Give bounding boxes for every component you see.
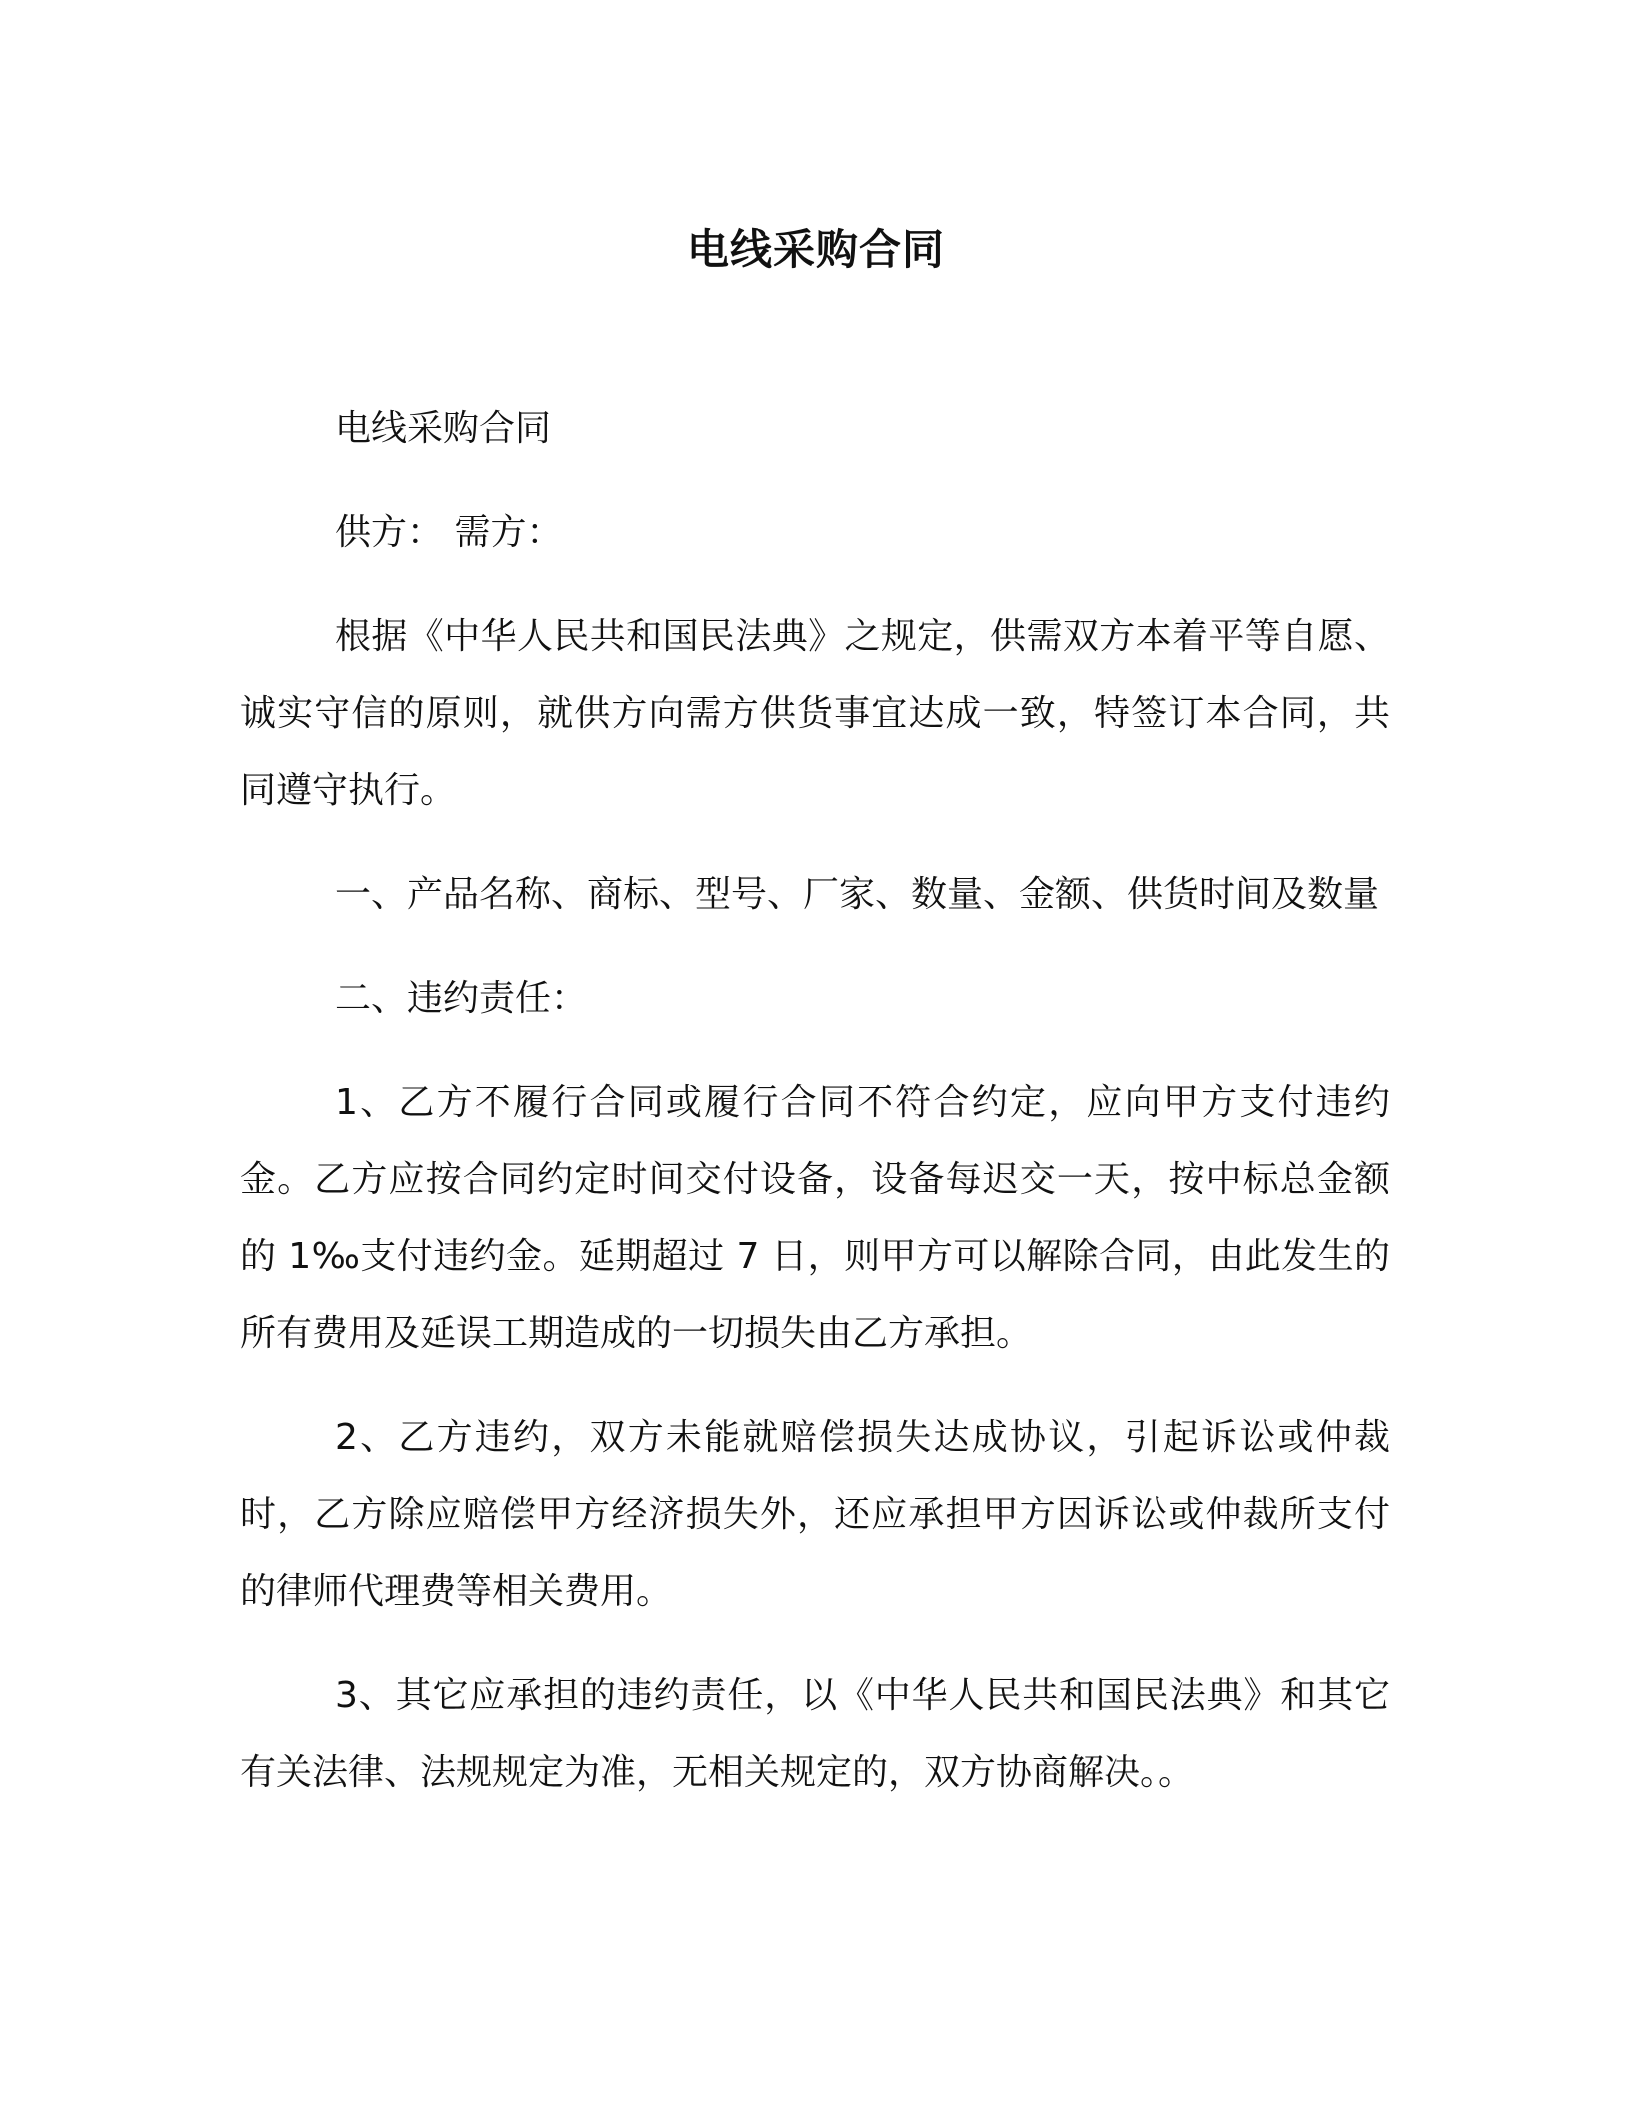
paragraph-section-1: 一、产品名称、商标、型号、厂家、数量、金额、供货时间及数量 <box>335 874 1380 915</box>
document-body <box>240 390 1390 1838</box>
paragraph-clause-2: 2、乙方违约，双方未能就赔偿损失达成协议，引起诉讼或仲裁时，乙方除应赔偿甲方经济损失外，还应承担甲方因诉讼或仲裁所支付的律师代理费等相关费用。 <box>240 1417 1390 1612</box>
paragraph-parties: 供方： 需方： <box>335 512 563 553</box>
paragraph-clause-3: 3、其它应承担的违约责任，以《中华人民共和国民法典》和其它有关法律、法规规定为准，无相关规定的，双方协商解决。。 <box>240 1675 1390 1793</box>
paragraph-subtitle: 电线采购合同 <box>335 408 552 449</box>
paragraph-section-2: 二、违约责任： <box>335 978 588 1019</box>
paragraph-clause-1: 1、乙方不履行合同或履行合同不符合约定，应向甲方支付违约金。乙方应按合同约定时间交付设备，设备每迟交一天，按中标总金额的 1‰支付违约金。延期超过 7 日，则甲方可以解除合同，由此发生的所有费用及延误工期造成的一切损失由乙方承担。 <box>240 1082 1390 1354</box>
document-title: 电线采购合同 <box>686 225 945 274</box>
paragraph-preamble: 根据《中华人民共和国民法典》之规定，供需双方本着平等自愿、诚实守信的原则，就供方向需方供货事宜达成一致，特签订本合同，共同遵守执行。 <box>240 616 1390 811</box>
